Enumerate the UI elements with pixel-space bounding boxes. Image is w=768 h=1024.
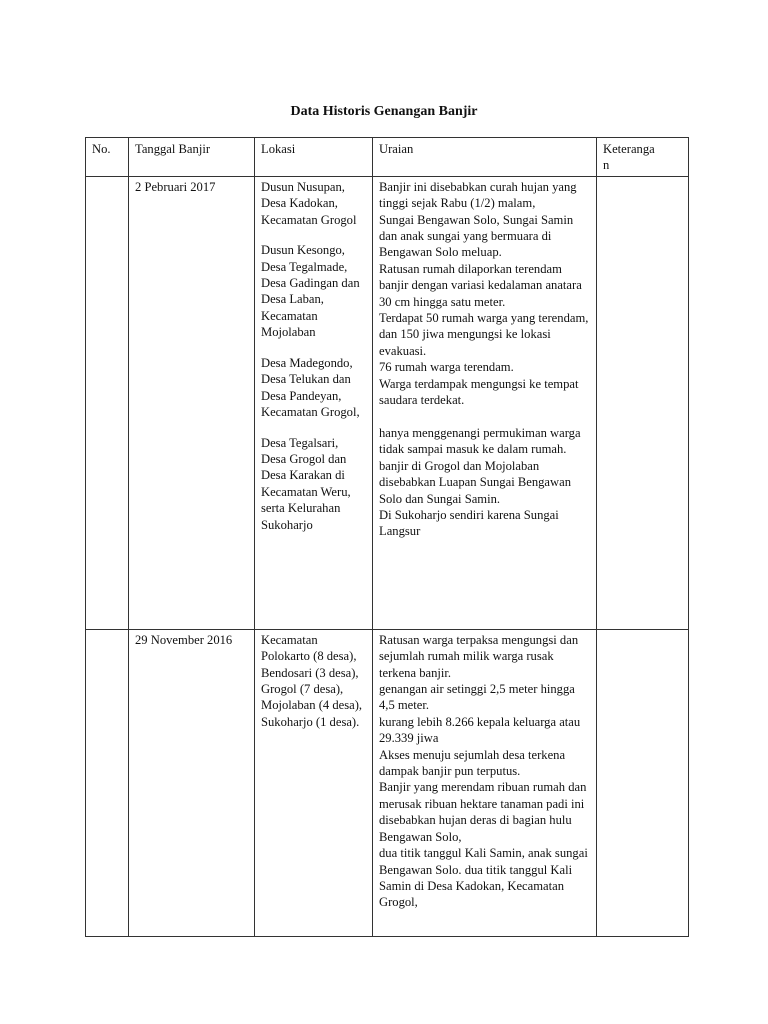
cell-lokasi bbox=[255, 176, 373, 629]
cell-uraian bbox=[373, 176, 597, 629]
cell-no bbox=[86, 629, 129, 936]
uraian-line: 76 rumah warga terendam. bbox=[379, 360, 514, 375]
cell-keterangan bbox=[597, 176, 689, 629]
header-uraian: Uraian bbox=[373, 138, 597, 177]
uraian-line: Terdapat 50 rumah warga yang terendam, dan 150 jiwa mengungsi ke lokasi evakuasi. bbox=[379, 311, 589, 358]
uraian-line: dua titik tanggul Kali Samin, anak sungai Bengawan Solo. dua titik tanggul Kali Samin di Desa Kadokan, Kecamatan Grogol, bbox=[379, 846, 588, 910]
lokasi-entry: Desa Tegalsari, Desa Grogol dan Desa Karakan di Kecamatan Weru, serta Kelurahan Sukoharjo bbox=[261, 435, 351, 532]
uraian-line: Banjir ini disebabkan curah hujan yang tinggi sejak Rabu (1/2) malam, bbox=[379, 179, 577, 211]
document-title: Data Historis Genangan Banjir bbox=[290, 104, 478, 119]
table-row bbox=[86, 629, 689, 936]
uraian-line: Banjir yang merendam ribuan rumah dan merusak ribuan hektare tanaman padi ini disebabkan hujan deras di bagian hulu Bengawan Solo, bbox=[379, 780, 587, 844]
header-tanggal: Tanggal Banjir bbox=[129, 138, 255, 177]
cell-keterangan bbox=[597, 629, 689, 936]
uraian-line: kurang lebih 8.266 kepala keluarga atau 29.339 jiwa bbox=[379, 714, 581, 746]
uraian-line: genangan air setinggi 2,5 meter hingga 4,5 meter. bbox=[379, 682, 575, 713]
lokasi-entry: Dusun Nusupan, Desa Kadokan, Kecamatan Grogol bbox=[261, 179, 357, 227]
cell-tanggal: 2 Pebruari 2017 bbox=[129, 176, 255, 629]
lokasi-entry: Grogol (7 desa), bbox=[261, 682, 344, 697]
uraian-line: banjir di Grogol dan Mojolaban disebabkan Luapan Sungai Bengawan Solo dan Sungai Samin. bbox=[379, 458, 571, 506]
cell-tanggal: 29 November 2016 bbox=[129, 629, 255, 936]
uraian-line: hanya menggenangi permukiman warga tidak sampai masuk ke dalam rumah. bbox=[379, 425, 581, 457]
flood-history-table bbox=[85, 137, 689, 937]
header-keterangan bbox=[597, 138, 689, 177]
uraian-line: Di Sukoharjo sendiri karena Sungai Langsur bbox=[379, 507, 559, 539]
header-no: No. bbox=[86, 138, 129, 177]
lokasi-entry: Dusun Kesongo, Desa Tegalmade, Desa Gadingan dan Desa Laban, Kecamatan Mojolaban bbox=[261, 243, 360, 340]
uraian-line: Akses menuju sejumlah desa terkena dampak banjir pun terputus. bbox=[379, 747, 566, 779]
cell-lokasi bbox=[255, 629, 373, 936]
header-lokasi: Lokasi bbox=[255, 138, 373, 177]
blank-line bbox=[379, 409, 590, 425]
header-keterangan-line: Keteranga bbox=[603, 142, 655, 156]
header-keterangan-line: n bbox=[603, 158, 610, 173]
lokasi-entry: Sukoharjo (1 desa). bbox=[261, 714, 360, 729]
lokasi-entry: Desa Madegondo, Desa Telukan dan Desa Pandeyan, Kecamatan Grogol, bbox=[261, 355, 360, 420]
lokasi-entry: Bendosari (3 desa), bbox=[261, 665, 359, 680]
uraian-line: Ratusan warga terpaksa mengungsi dan sejumlah rumah milik warga rusak terkena banjir. bbox=[379, 632, 579, 680]
table-header-row bbox=[86, 138, 689, 177]
lokasi-entry: Kecamatan Polokarto (8 desa), bbox=[261, 632, 357, 664]
uraian-line: Warga terdampak mengungsi ke tempat saudara terdekat. bbox=[379, 376, 579, 408]
cell-no bbox=[86, 176, 129, 629]
uraian-line: Sungai Bengawan Solo, Sungai Samin dan anak sungai yang bermuara di Bengawan Solo meluap. bbox=[379, 212, 574, 260]
uraian-line: Ratusan rumah dilaporkan terendam banjir dengan variasi kedalaman anatara 30 cm hingga satu meter. bbox=[379, 261, 582, 309]
cell-uraian bbox=[373, 629, 597, 936]
lokasi-entry: Mojolaban (4 desa), bbox=[261, 698, 363, 713]
table-row bbox=[86, 176, 689, 629]
